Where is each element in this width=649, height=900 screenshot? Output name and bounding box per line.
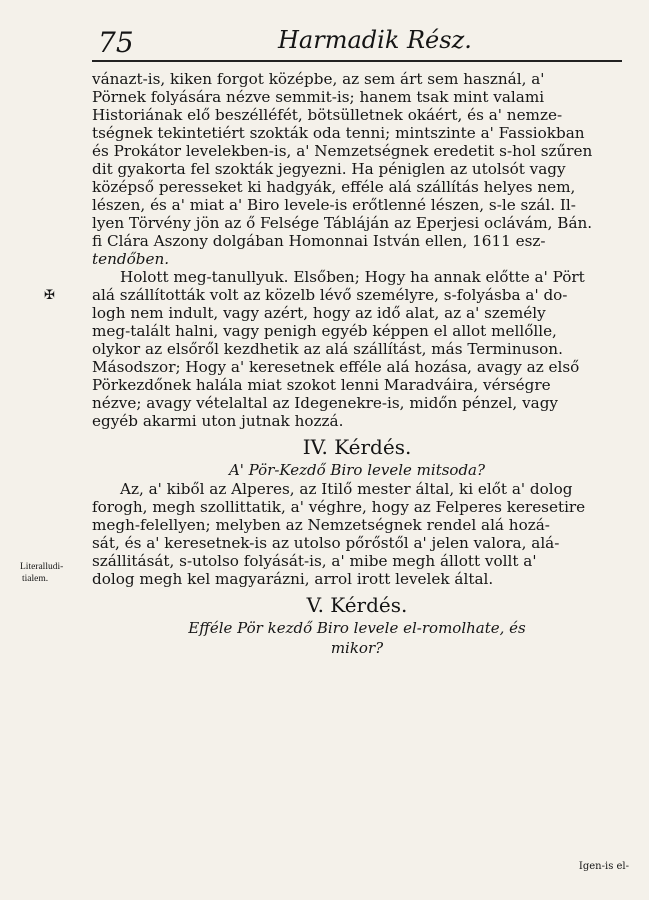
text-line: forogh, megh szollittatik, a' véghre, hogy az Felperes keresetire: [92, 498, 586, 516]
text-line: sát, és a' keresetnek-is az utolso pőrőstől a' jelen valora, alá-: [92, 534, 560, 552]
text-line: olykor az elsőről kezdhetik az alá szállítást, más Terminuson.: [92, 340, 563, 358]
text-line: logh nem indult, vagy azért, hogy az idő alat, az a' személy: [92, 304, 546, 322]
text-line: Pörnek folyására nézve semmit-is; hanem tsak mint valami: [92, 88, 545, 106]
section-subheading-5-line2: mikor?: [330, 639, 384, 657]
text-line: meg-talált halni, vagy penigh egyéb képpen el allot mellőlle,: [92, 322, 557, 340]
catchword: Igen-is el-: [578, 861, 629, 872]
section-heading-5: V. Kérdés.: [306, 593, 408, 617]
margin-note-2: tialem.: [22, 574, 49, 584]
text-line: fi Clára Aszony dolgában Homonnai István ellen, 1611 esz-: [92, 232, 546, 250]
margin-dagger: ✠: [44, 287, 55, 302]
page-body: [92, 70, 622, 658]
paragraph-2: [92, 268, 622, 430]
page-header: [88, 20, 626, 60]
margin-note-1: Literalludi-: [20, 562, 64, 572]
text-line: szállitását, s-utolso folyását-is, a' mibe megh állott vollt a': [92, 552, 537, 570]
text-line: egyéb akarmi uton jutnak hozzá.: [92, 412, 344, 430]
text-line: alá szállították volt az közelb lévő személyre, s-folyásba a' do-: [92, 286, 568, 304]
text-line: középső peresseket ki hadgyák, efféle alá szállítás helyes nem,: [92, 178, 576, 196]
text-line: tendőben.: [92, 250, 170, 268]
text-line: Holott meg-tanullyuk. Elsőben; Hogy ha annak előtte a' Pört: [120, 268, 585, 286]
text-line: és Prokátor levelekben-is, a' Nemzetségnek eredetit s-hol szűren: [92, 142, 593, 160]
text-line: lészen, és a' miat a' Biro levele-is erőtlenné lészen, s-le szál. Il-: [92, 196, 576, 214]
text-line: Az, a' kiből az Alperes, az Itilő mester által, ki előt a' dolog: [120, 480, 573, 498]
paragraph-1: [92, 70, 622, 268]
page-number: 75: [98, 26, 134, 59]
section-4-body: [92, 480, 622, 588]
text-line: Historiának elő beszélléfét, bötsülletnek okáért, és a' nemze-: [92, 106, 563, 124]
text-line: tségnek tekintetiért szokták oda tenni; mintszinte a' Fassiokban: [92, 124, 585, 142]
text-line: vánazt-is, kiken forgot középbe, az sem árt sem használ, a': [92, 70, 545, 88]
section-subheading-4: A' Pör-Kezdő Biro levele mitsoda?: [228, 461, 486, 479]
header-rule: [92, 60, 622, 62]
text-line: dolog megh kel magyarázni, arrol irott levelek által.: [92, 570, 494, 588]
text-line: dit gyakorta fel szokták jegyezni. Ha péniglen az utolsót vagy: [92, 160, 566, 178]
text-line: nézve; avagy vételaltal az Idegenekre-is, midőn pénzel, vagy: [92, 394, 558, 412]
running-title: Harmadik Rész.: [278, 26, 472, 54]
text-line: lyen Törvény jön az ő Felsége Tábláján az Eperjesi oclávám, Bán.: [92, 214, 593, 232]
section-heading-4: IV. Kérdés.: [302, 435, 412, 459]
text-line: Pörkezdőnek halála miat szokot lenni Maradváira, vérségre: [92, 376, 551, 394]
section-subheading-5-line1: Efféle Pör kezdő Biro levele el-romolhate, és: [188, 619, 526, 637]
text-line: Másodszor; Hogy a' keresetnek efféle alá hozása, avagy az első: [92, 358, 580, 376]
text-line: megh-felellyen; melyben az Nemzetségnek rendel alá hozá-: [92, 516, 550, 534]
